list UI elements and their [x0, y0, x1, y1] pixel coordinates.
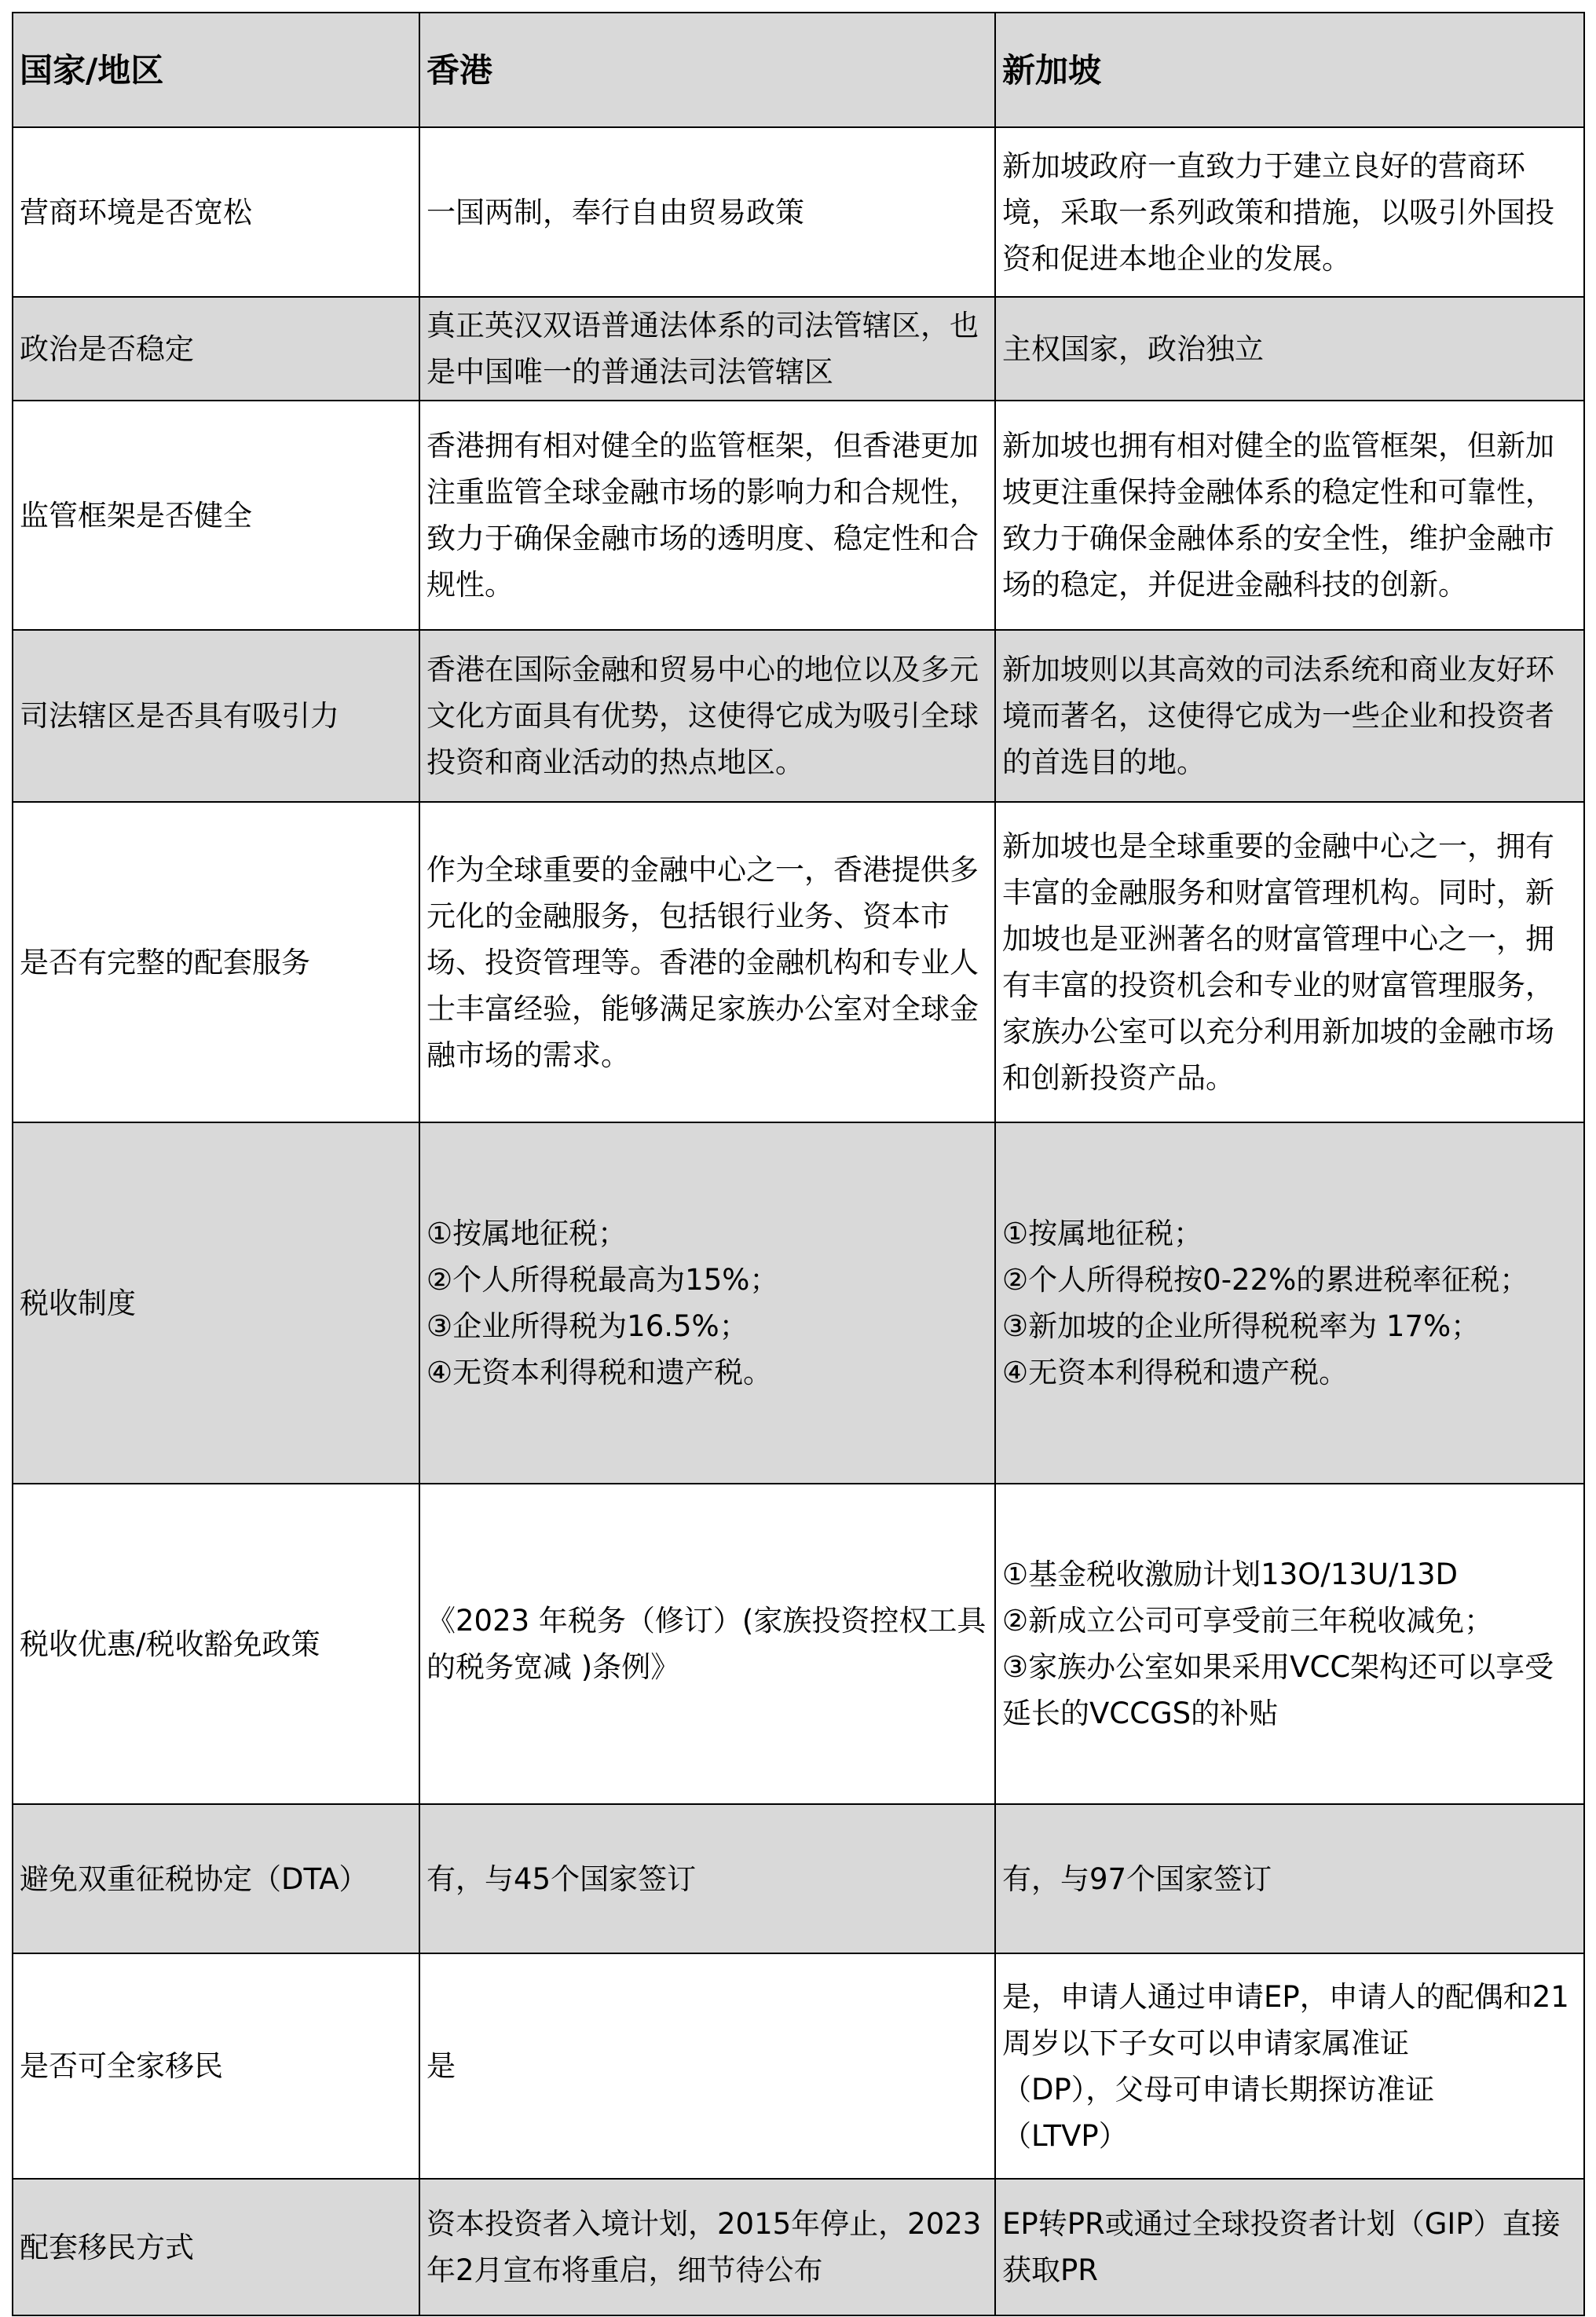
- header-row: [13, 13, 1584, 127]
- hongkong-cell: 资本投资者入境计划，2015年停止，2023年2月宣布将重启，细节待公布: [419, 2179, 995, 2315]
- table-row: [13, 630, 1584, 802]
- table-row: [13, 127, 1584, 297]
- row-label: 营商环境是否宽松: [13, 127, 419, 297]
- hongkong-cell: 一国两制，奉行自由贸易政策: [419, 127, 995, 297]
- hongkong-cell: 有，与45个国家签订: [419, 1804, 995, 1953]
- singapore-cell: 新加坡则以其高效的司法系统和商业友好环境而著名，这使得它成为一些企业和投资者的首选目的地。: [995, 630, 1584, 802]
- header-singapore: 新加坡: [995, 13, 1584, 127]
- row-label: 政治是否稳定: [13, 297, 419, 401]
- table-row: [13, 1122, 1584, 1484]
- table-row: [13, 401, 1584, 630]
- row-label: 是否可全家移民: [13, 1953, 419, 2179]
- table-row: [13, 1804, 1584, 1953]
- header-hongkong: 香港: [419, 13, 995, 127]
- row-label: 税收制度: [13, 1122, 419, 1484]
- hongkong-cell: 《2023 年税务（修订）(家族投资控权工具的税务宽减 )条例》: [419, 1484, 995, 1804]
- singapore-cell: 有，与97个国家签订: [995, 1804, 1584, 1953]
- hongkong-cell: ①按属地征税； ②个人所得税最高为15%； ③企业所得税为16.5%； ④无资本利得税和遗产税。: [419, 1122, 995, 1484]
- hongkong-cell: 真正英汉双语普通法体系的司法管辖区，也是中国唯一的普通法司法管辖区: [419, 297, 995, 401]
- comparison-table: [12, 12, 1585, 2316]
- table-row: [13, 1484, 1584, 1804]
- row-label: 司法辖区是否具有吸引力: [13, 630, 419, 802]
- table-row: [13, 802, 1584, 1122]
- singapore-cell: ①基金税收激励计划13O/13U/13D ②新成立公司可享受前三年税收减免； ③家族办公室如果采用VCC架构还可以享受延长的VCCGS的补贴: [995, 1484, 1584, 1804]
- header-region: 国家/地区: [13, 13, 419, 127]
- table-row: [13, 297, 1584, 401]
- hongkong-cell: 香港拥有相对健全的监管框架，但香港更加注重监管全球金融市场的影响力和合规性，致力于确保金融市场的透明度、稳定性和合规性。: [419, 401, 995, 630]
- row-label: 监管框架是否健全: [13, 401, 419, 630]
- singapore-cell: 新加坡也是全球重要的金融中心之一，拥有丰富的金融服务和财富管理机构。同时，新加坡也是亚洲著名的财富管理中心之一，拥有丰富的投资机会和专业的财富管理服务，家族办公室可以充分利用新加坡的金融市场和创新投资产品。: [995, 802, 1584, 1122]
- row-label: 是否有完整的配套服务: [13, 802, 419, 1122]
- hongkong-cell: 是: [419, 1953, 995, 2179]
- row-label: 避免双重征税协定（DTA）: [13, 1804, 419, 1953]
- hongkong-cell: 香港在国际金融和贸易中心的地位以及多元文化方面具有优势，这使得它成为吸引全球投资和商业活动的热点地区。: [419, 630, 995, 802]
- singapore-cell: 新加坡也拥有相对健全的监管框架，但新加坡更注重保持金融体系的稳定性和可靠性，致力于确保金融体系的安全性，维护金融市场的稳定，并促进金融科技的创新。: [995, 401, 1584, 630]
- singapore-cell: EP转PR或通过全球投资者计划（GIP）直接获取PR: [995, 2179, 1584, 2315]
- row-label: 税收优惠/税收豁免政策: [13, 1484, 419, 1804]
- hongkong-cell: 作为全球重要的金融中心之一，香港提供多元化的金融服务，包括银行业务、资本市场、投资管理等。香港的金融机构和专业人士丰富经验，能够满足家族办公室对全球金融市场的需求。: [419, 802, 995, 1122]
- singapore-cell: 是，申请人通过申请EP，申请人的配偶和21周岁以下子女可以申请家属准证 （DP），父母可申请长期探访准证 （LTVP）: [995, 1953, 1584, 2179]
- row-label: 配套移民方式: [13, 2179, 419, 2315]
- table-row: [13, 1953, 1584, 2179]
- singapore-cell: 主权国家，政治独立: [995, 297, 1584, 401]
- table-row: [13, 2179, 1584, 2315]
- singapore-cell: ①按属地征税； ②个人所得税按0-22%的累进税率征税； ③新加坡的企业所得税税率为 17%； ④无资本利得税和遗产税。: [995, 1122, 1584, 1484]
- singapore-cell: 新加坡政府一直致力于建立良好的营商环境，采取一系列政策和措施，以吸引外国投资和促进本地企业的发展。: [995, 127, 1584, 297]
